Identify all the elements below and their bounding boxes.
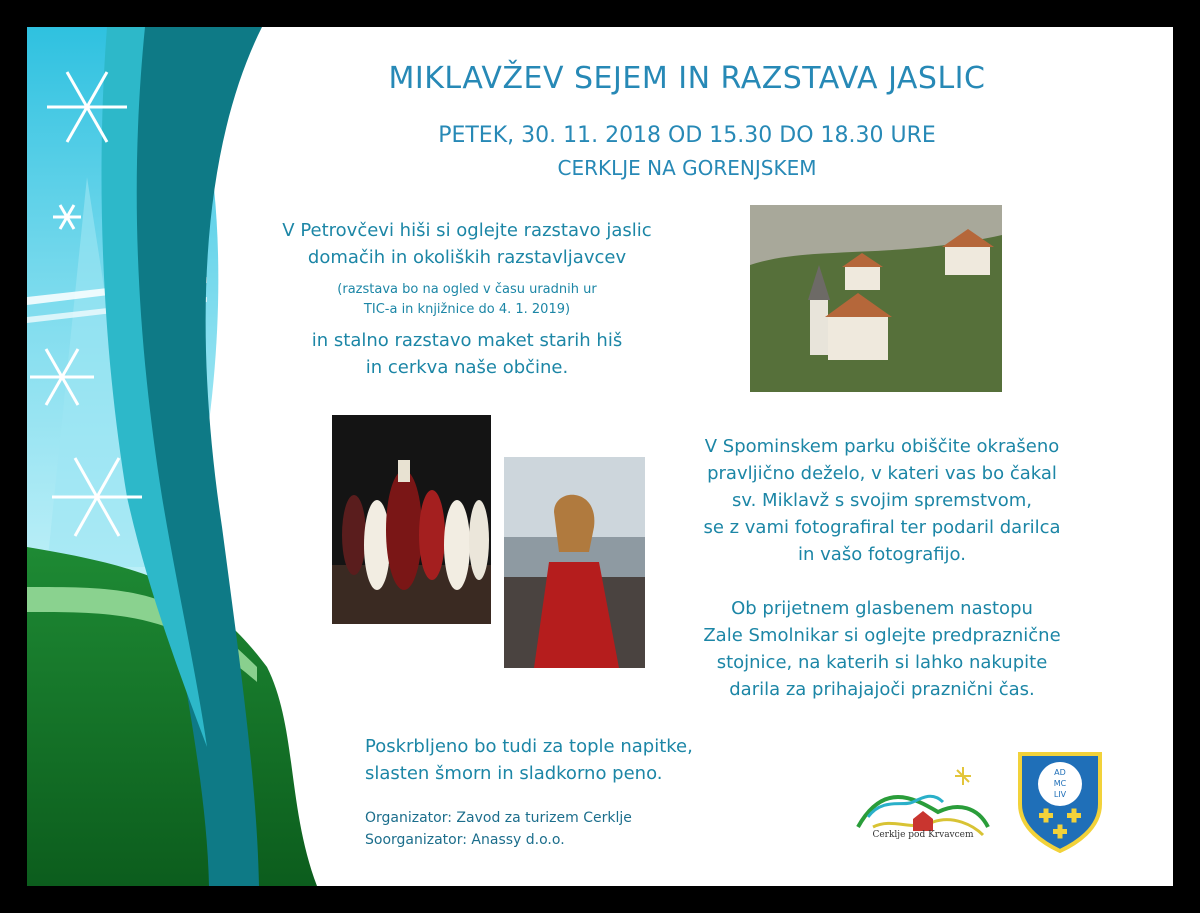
text-line: slasten šmorn in sladkorno peno.: [365, 763, 663, 784]
singer-photo: [504, 457, 645, 668]
text-line: Ob prijetnem glasbenem nastopu: [731, 598, 1033, 619]
refreshments-text: [365, 733, 825, 787]
organizer-line: Organizator: Zavod za turizem Cerklje: [365, 810, 632, 826]
event-place: CERKLJE NA GORENJSKEM: [557, 156, 817, 180]
logo-caption: Cerklje pod Krvavcem: [872, 830, 974, 840]
text-line: pravljično deželo, v kateri vas bo čakal: [707, 463, 1057, 484]
crest-text: MC: [1053, 779, 1067, 788]
text-line: stojnice, na katerih si lahko nakupite: [716, 652, 1048, 673]
exhibition-text-2: [217, 327, 717, 381]
note-line: TIC-a in knjižnice do 4. 1. 2019): [363, 302, 571, 317]
text-line: darila za prihajajoči praznični čas.: [729, 679, 1035, 700]
event-date: PETEK, 30. 11. 2018 OD 15.30 DO 18.30 URE: [438, 123, 936, 148]
exhibition-text: [217, 217, 717, 271]
coorganizer-line: Soorganizator: Anassy d.o.o.: [365, 832, 565, 848]
crest-text: LIV: [1053, 790, 1067, 799]
organizers: [365, 807, 825, 851]
exhibition-note: [217, 280, 717, 320]
event-title: MIKLAVŽEV SEJEM IN RAZSTAVA JASLIC: [388, 61, 986, 96]
note-line: (razstava bo na ogled v času uradnih ur: [337, 282, 597, 297]
music-text: [657, 595, 1107, 703]
text-line: in vašo fotografijo.: [798, 544, 966, 565]
saint-nicholas-group-photo: [332, 415, 491, 624]
text-line: Zale Smolnikar si oglejte predpraznične: [703, 625, 1061, 646]
text-line: se z vami fotografiral ter podaril darilca: [703, 517, 1061, 538]
text-line: V Spominskem parku obiščite okrašeno: [704, 436, 1060, 457]
park-text: [657, 433, 1107, 568]
text-line: in cerkva naše občine.: [365, 357, 569, 378]
text-line: sv. Miklavž s svojim spremstvom,: [731, 490, 1033, 511]
model-village-photo: [750, 205, 1002, 392]
text-line: domačih in okoliških razstavljavcev: [307, 247, 627, 268]
text-line: V Petrovčevi hiši si oglejte razstavo jaslic: [282, 220, 652, 241]
text-line: in stalno razstavo maket starih hiš: [311, 330, 623, 351]
poster: [27, 27, 1173, 886]
text-line: Poskrbljeno bo tudi za tople napitke,: [365, 736, 693, 757]
municipality-crest: [1015, 749, 1105, 853]
crest-text: AD: [1054, 768, 1066, 777]
